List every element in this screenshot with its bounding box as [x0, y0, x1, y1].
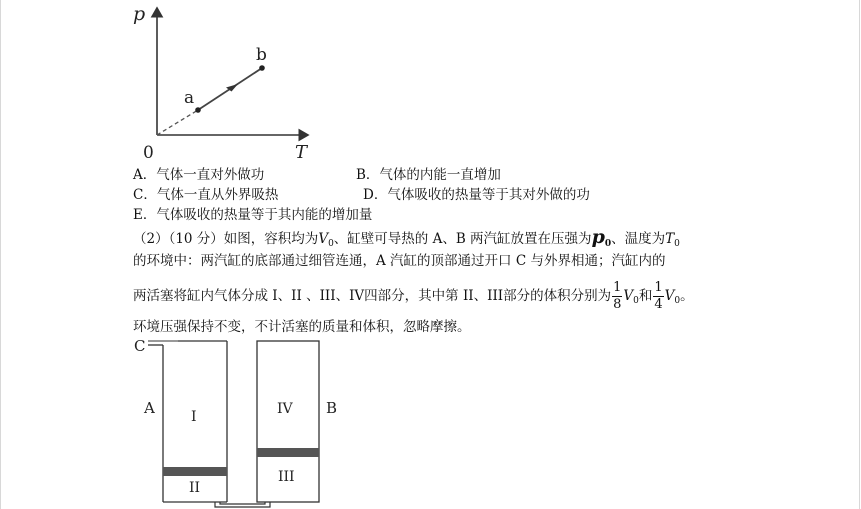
pressure-symbol: $p_0$ [591, 226, 612, 249]
point-b-label: b [256, 45, 267, 65]
dashed-extension [157, 110, 198, 135]
option-b: B．气体的内能一直增加 [356, 167, 501, 183]
part-iv-label: IV [277, 401, 293, 417]
origin-label: 0 [143, 143, 154, 163]
piston-b [257, 448, 319, 457]
left-border [0, 0, 1, 509]
option-a: A．气体一直对外做功 [133, 167, 265, 183]
problem-line-4: 环境压强保持不变，不计活塞的质量和体积，忽略摩擦。 [133, 319, 471, 335]
option-e: E．气体吸收的热量等于其内能的增加量 [133, 207, 373, 223]
problem-line-2: 的环境中：两汽缸的底部通过细管连通，A 汽缸的顶部通过开口 C 与外界相通；汽缸内的 [133, 253, 666, 269]
part-i-label: I [191, 409, 197, 425]
option-c: C．气体一直从外界吸热 [133, 187, 279, 203]
point-a-dot [195, 107, 201, 113]
temperature-symbol: $T_0$ [665, 231, 680, 249]
piston-a [163, 467, 227, 476]
problem-line-3: 两活塞将缸内气体分成 I、II 、III、IV四部分，其中第 II、III部分的体积分别为 $\frac{1}{8}$ $V_0$和 $\frac{1}{4}$ $V_0$。 [133, 280, 694, 312]
volume-symbol: $V_0$ [318, 231, 334, 249]
right-border [859, 0, 860, 509]
part-ii-label: II [189, 480, 201, 496]
y-axis-label: p [133, 3, 146, 25]
fraction-one-eighth: $\frac{1}{8}$ [613, 280, 622, 312]
x-axis-label: T [295, 142, 308, 163]
label-c: C [134, 337, 146, 355]
problem-line-1: （2）（10 分）如图，容积均为$V_0$、缸壁可导热的 A、B 两汽缸放置在压强为$p_0$、温度为$T_0$ [133, 226, 680, 249]
option-d: D．气体吸收的热量等于其对外做的功 [363, 187, 590, 203]
point-a-label: a [184, 88, 195, 108]
label-a: A [144, 399, 155, 417]
cylinder-apparatus [120, 335, 340, 509]
fraction-one-quarter: $\frac{1}{4}$ [654, 280, 663, 312]
p-t-graph [120, 0, 320, 165]
label-b: B [326, 399, 338, 417]
point-b-dot [259, 65, 265, 71]
part-iii-label: III [278, 469, 295, 485]
connecting-tube [215, 502, 270, 507]
